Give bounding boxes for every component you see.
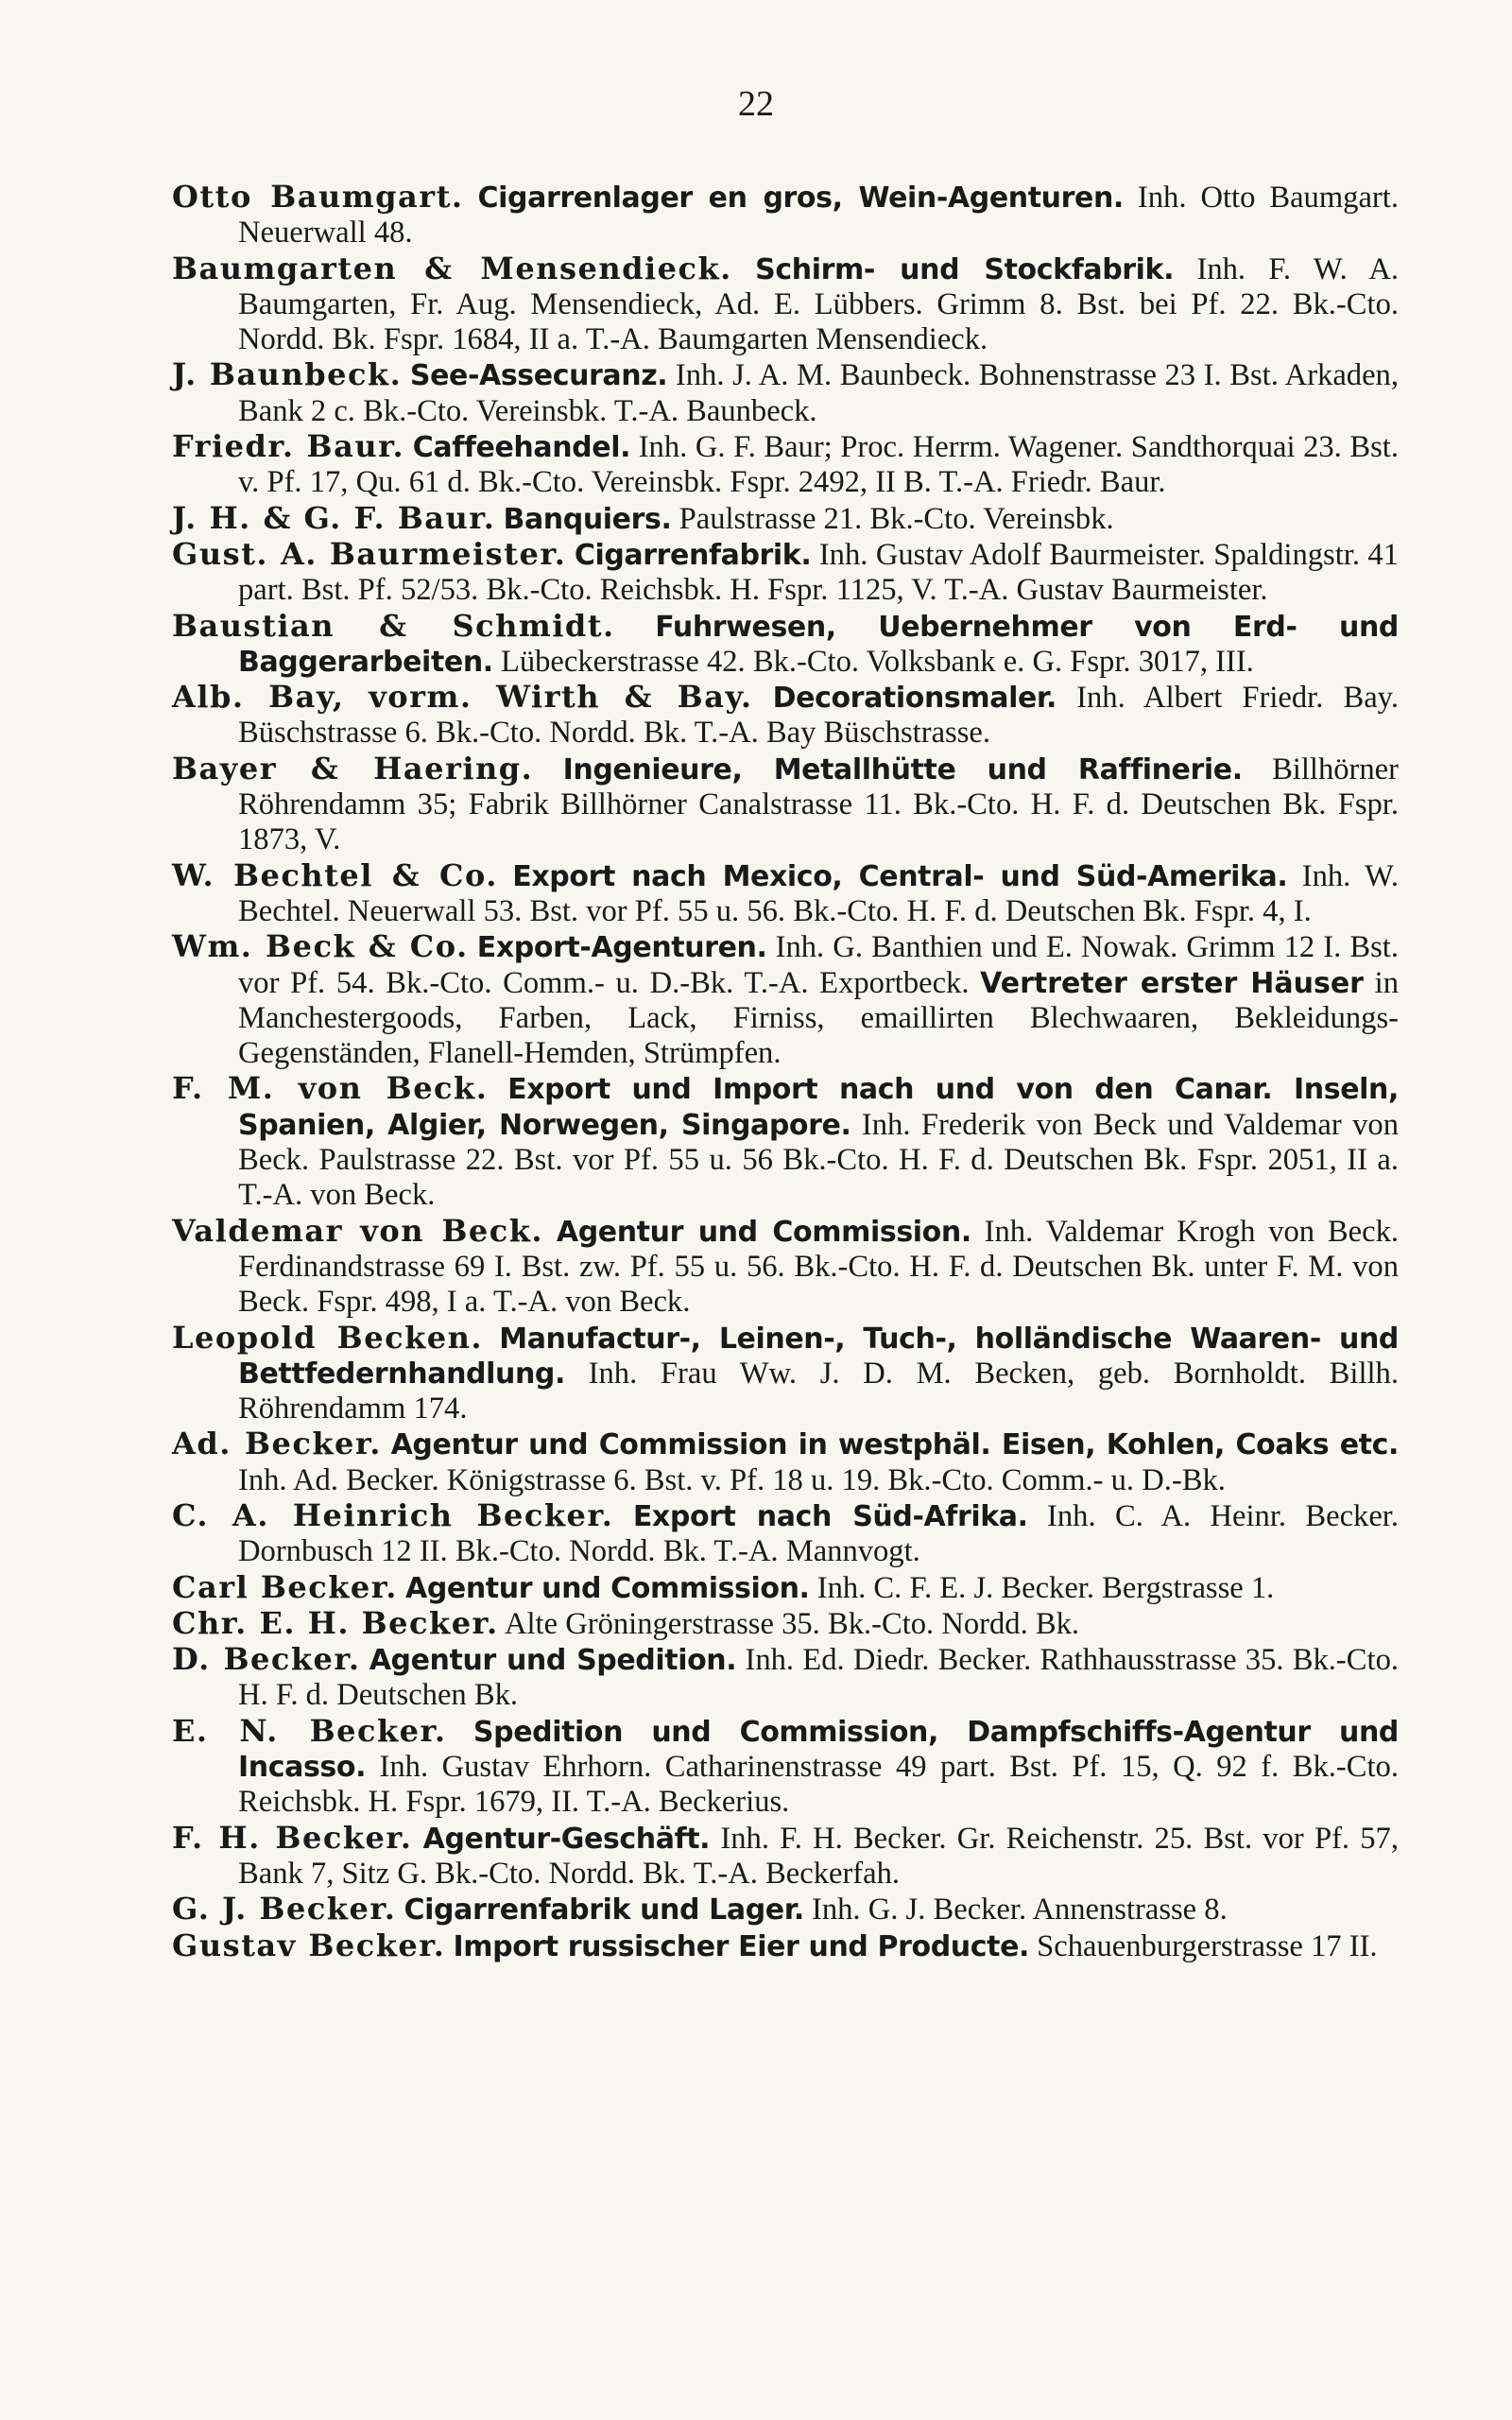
firm-name: C. A. Heinrich Becker. xyxy=(172,1496,614,1533)
directory-entry xyxy=(172,180,1399,251)
firm-name: Chr. E. H. Becker. xyxy=(172,1604,499,1641)
business-type: Export nach Süd-Afrika. xyxy=(632,1499,1028,1533)
firm-name: Wm. Beck & Co. xyxy=(172,928,469,965)
firm-name: Valdemar von Beck. xyxy=(172,1212,544,1249)
entry-details: Inh. Ed. Diedr. Becker. Rathhausstrasse 35. Bk.-Cto. H. F. d. Deutschen Bk. xyxy=(238,1643,1399,1713)
directory-entry xyxy=(172,1642,1399,1714)
firm-name: J. H. & G. F. Baur. xyxy=(172,499,496,536)
entry-details: Inh. G. Banthien und E. Nowak. Grimm 12 I. Bst. vor Pf. 54. Bk.-Cto. Comm.- u. D.-Bk. T.-A. Exportbeck. xyxy=(238,930,1399,1000)
directory-entry xyxy=(172,1214,1399,1321)
entry-note: Vertreter erster Häuser xyxy=(980,966,1364,1000)
firm-name: Carl Becker. xyxy=(172,1568,398,1605)
business-type: See-Assecuranz. xyxy=(409,359,668,393)
entry-details: Inh. Frederik von Beck und Valdemar von Beck. Paulstrasse 22. Bst. vor Pf. 55 u. 56 Bk.-Cto. H. F. d. Deutschen Bk. Fspr. 2051, II a. T.-A. von Beck. xyxy=(238,1107,1400,1213)
entry-details-continued: in Manchestergoods, Farben, Lack, Firniss, emaillirten Blechwaaren, Bekleidungs-Gegenständen, Flanell-Hemden, Strümpfen. xyxy=(238,965,1399,1071)
directory-entry xyxy=(172,680,1399,752)
business-type: Manufactur-, Leinen-, Tuch-, holländische Waaren- und Bettfedernhandlung. xyxy=(238,1322,1399,1391)
entry-details: Paulstrasse 21. Bk.-Cto. Vereinsbk. xyxy=(679,501,1114,536)
firm-name: Gust. A. Baurmeister. xyxy=(172,535,567,572)
entry-details: Inh. F. W. A. Baumgarten, Fr. Aug. Mensendieck, Ad. E. Lübbers. Grimm 8. Bst. bei Pf. 22. Bk.-Cto. Nordd. Bk. Fspr. 1684, II a. T.-A. Baumgarten Mensendieck. xyxy=(238,251,1399,357)
entry-details: Inh. G. J. Becker. Annenstrasse 8. xyxy=(812,1893,1228,1927)
business-type: Agentur und Commission. xyxy=(556,1215,971,1249)
entry-details: Inh. G. F. Baur; Proc. Herrm. Wagener. Sandthorquai 23. Bst. v. Pf. 17, Qu. 61 d. Bk.-Cto. Vereinsbk. Fspr. 2492, II B. T.-A. Friedr. Baur. xyxy=(238,430,1400,500)
directory-entry xyxy=(172,537,1399,609)
directory-entry xyxy=(172,1714,1399,1821)
entry-details: Inh. J. A. M. Baunbeck. Bohnenstrasse 23 I. Bst. Arkaden, Bank 2 c. Bk.-Cto. Vereinsbk. T.-A. Baunbeck. xyxy=(238,358,1399,428)
firm-name: Ad. Becker. xyxy=(172,1426,382,1462)
business-type: Ingenieure, Metallhütte und Raffinerie. xyxy=(562,752,1243,786)
directory-entry xyxy=(172,1821,1399,1893)
entry-details: Inh. Frau Ww. J. D. M. Becken, geb. Bornholdt. Billh. Röhrendamm 174. xyxy=(238,1356,1399,1426)
entry-details: Inh. Ad. Becker. Königstrasse 6. Bst. v. Pf. 18 u. 19. Bk.-Cto. Comm.- u. D.-Bk. xyxy=(238,1462,1226,1497)
firm-name: J. Baunbeck. xyxy=(172,356,403,393)
directory-entry xyxy=(172,1892,1399,1927)
firm-name: Leopold Becken. xyxy=(172,1319,484,1356)
directory-entry xyxy=(172,1071,1399,1213)
firm-name: Baumgarten & Mensendieck. xyxy=(172,250,732,286)
business-type: Cigarrenlager en gros, Wein-Agenturen. xyxy=(477,182,1124,215)
firm-name: Otto Baumgart. xyxy=(172,179,464,215)
directory-entry xyxy=(172,357,1399,429)
business-type: Agentur und Commission. xyxy=(405,1571,810,1605)
entry-details: Alte Gröningerstrasse 35. Bk.-Cto. Nordd. Bk. xyxy=(504,1606,1080,1641)
entry-details: Inh. C. F. E. J. Becker. Bergstrasse 1. xyxy=(816,1570,1275,1605)
directory-entries xyxy=(172,180,1399,1964)
directory-entry xyxy=(172,929,1399,1071)
firm-name: G. J. Becker. xyxy=(172,1891,397,1927)
entry-details: Inh. Gustav Ehrhorn. Catharinenstrasse 49 part. Bst. Pf. 15, Q. 92 f. Bk.-Cto. Reichsbk. H. Fspr. 1679, II. T.-A. Beckerius. xyxy=(238,1750,1399,1820)
firm-name: F. H. Becker. xyxy=(172,1819,413,1856)
firm-name: E. N. Becker. xyxy=(172,1712,447,1749)
business-type: Export nach Mexico, Central- und Süd-Amerika. xyxy=(512,859,1288,893)
entry-details: Billhörner Röhrendamm 35; Fabrik Billhörner Canalstrasse 11. Bk.-Cto. H. F. d. Deutschen Bk. Fspr. 1873, V. xyxy=(238,752,1399,857)
entry-details: Inh. C. A. Heinr. Becker. Dornbusch 12 II. Bk.-Cto. Nordd. Bk. T.-A. Mannvogt. xyxy=(238,1498,1400,1569)
entry-details: Inh. Otto Baumgart. Neuerwall 48. xyxy=(238,181,1399,251)
directory-entry xyxy=(172,752,1399,858)
firm-name: Friedr. Baur. xyxy=(172,428,405,465)
entry-details: Inh. W. Bechtel. Neuerwall 53. Bst. vor Pf. 55 u. 56. Bk.-Cto. H. F. d. Deutschen Bk. Fspr. 4, I. xyxy=(238,858,1399,928)
business-type: Fuhrwesen, Uebernehmer von Erd- und Baggerarbeiten. xyxy=(238,610,1399,679)
entry-details: Inh. Albert Friedr. Bay. Büschstrasse 6. Bk.-Cto. Nordd. Bk. T.-A. Bay Büschstrasse. xyxy=(238,681,1399,751)
directory-entry xyxy=(172,858,1399,930)
directory-entry xyxy=(172,1321,1399,1427)
business-type: Agentur und Spedition. xyxy=(369,1644,737,1678)
firm-name: Alb. Bay, vorm. Wirth & Bay. xyxy=(172,679,753,716)
directory-entry xyxy=(172,1928,1399,1964)
entry-details: Schauenburgerstrasse 17 II. xyxy=(1037,1928,1378,1963)
directory-entry xyxy=(172,1426,1399,1498)
business-type: Agentur-Geschäft. xyxy=(422,1822,711,1856)
business-type: Cigarrenfabrik und Lager. xyxy=(404,1893,804,1927)
firm-name: Baustian & Schmidt. xyxy=(172,607,615,644)
directory-entry xyxy=(172,1570,1399,1606)
business-type: Import russischer Eier und Producte. xyxy=(453,1929,1030,1963)
business-type: Schirm- und Stockfabrik. xyxy=(755,252,1175,286)
entry-details: Lübeckerstrasse 42. Bk.-Cto. Volksbank e. G. Fspr. 3017, III. xyxy=(500,644,1254,679)
directory-entry xyxy=(172,429,1399,501)
business-type: Spedition und Commission, Dampfschiffs-Agentur und Incasso. xyxy=(238,1715,1399,1785)
firm-name: D. Becker. xyxy=(172,1641,361,1678)
business-type: Export und Import nach und von den Canar. Inseln, Spanien, Algier, Norwegen, Singapore. xyxy=(238,1073,1400,1142)
business-type: Agentur und Commission in westphäl. Eisen, Kohlen, Coaks etc. xyxy=(390,1428,1399,1462)
directory-entry xyxy=(172,609,1399,681)
business-type: Caffeehandel. xyxy=(412,431,631,465)
entry-details: Inh. Valdemar Krogh von Beck. Ferdinandstrasse 69 I. Bst. zw. Pf. 55 u. 56. Bk.-Cto. H. F. d. Deutschen Bk. unter F. M. von Beck. Fspr. 498, I a. T.-A. von Beck. xyxy=(238,1214,1400,1320)
directory-entry xyxy=(172,1606,1399,1642)
entry-details: Inh. Gustav Adolf Baurmeister. Spaldingstr. 41 part. Bst. Pf. 52/53. Bk.-Cto. Reichsbk. H. Fspr. 1125, V. T.-A. Gustav Baurmeister. xyxy=(238,537,1400,608)
business-type: Export-Agenturen. xyxy=(476,931,767,965)
firm-name: Bayer & Haering. xyxy=(172,750,534,786)
firm-name: Gustav Becker. xyxy=(172,1927,446,1963)
page-number: 22 xyxy=(738,84,774,124)
firm-name: W. Bechtel & Co. xyxy=(172,856,498,893)
business-type: Cigarrenfabrik. xyxy=(574,538,812,572)
business-type: Decorationsmaler. xyxy=(772,682,1057,716)
directory-entry xyxy=(172,501,1399,537)
directory-entry xyxy=(172,251,1399,358)
directory-entry xyxy=(172,1498,1399,1570)
business-type: Banquiers. xyxy=(503,502,672,536)
entry-details: Inh. F. H. Becker. Gr. Reichenstr. 25. Bst. vor Pf. 57, Bank 7, Sitz G. Bk.-Cto. Nordd. Bk. T.-A. Beckerfah. xyxy=(238,1821,1399,1891)
firm-name: F. M. von Beck. xyxy=(172,1070,489,1107)
